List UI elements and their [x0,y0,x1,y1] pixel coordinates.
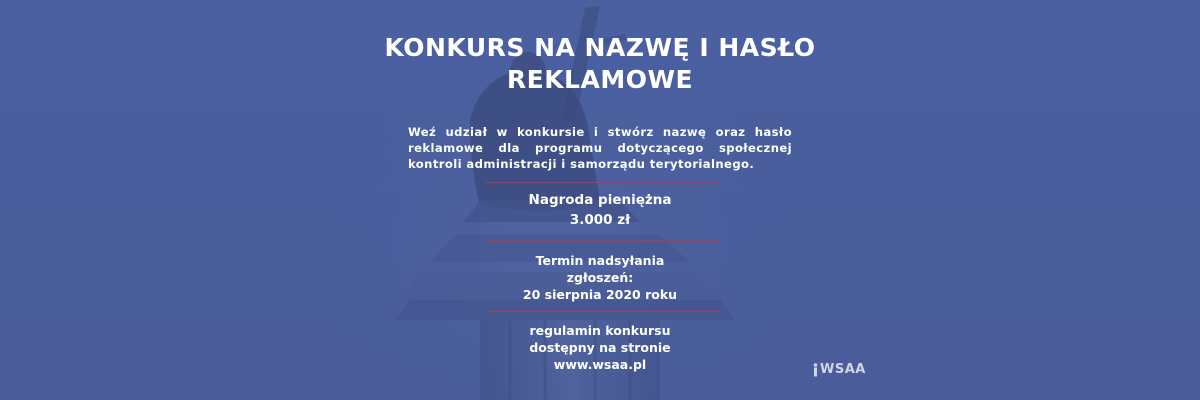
deadline-date: 20 sierpnia 2020 roku [522,287,678,302]
prize-section [470,190,730,230]
divider [486,240,720,241]
rules-section [470,322,730,373]
intro-paragraph: Weź udział w konkursie i stwórz nazwę oraz hasło reklamowe dla programu dotyczącego społecznej kontroli administracji i samorządu terytorialnego. [408,125,792,171]
deadline-label-line-1: Termin nadsyłania [535,253,665,268]
contest-title-line-1: KONKURS NA NAZWĘ I HASŁO [384,33,816,62]
divider [486,311,720,312]
prize-label: Nagroda pieniężna [528,192,672,208]
deadline-section [470,252,730,303]
deadline-label-line-2: zgłoszeń: [566,270,634,285]
wsaa-logo [812,362,872,384]
rules-website-link[interactable]: www.wsaa.pl [553,357,647,372]
logo-mark-icon [812,363,819,377]
logo-text: WSAA [820,362,866,377]
divider [486,182,720,183]
prize-amount: 3.000 zł [569,212,631,228]
contest-title-line-2: REKLAMOWE [506,65,694,94]
rules-line-2: dostępny na stronie [529,340,671,355]
contest-title [300,32,900,96]
rules-line-1: regulamin konkursu [529,323,671,338]
